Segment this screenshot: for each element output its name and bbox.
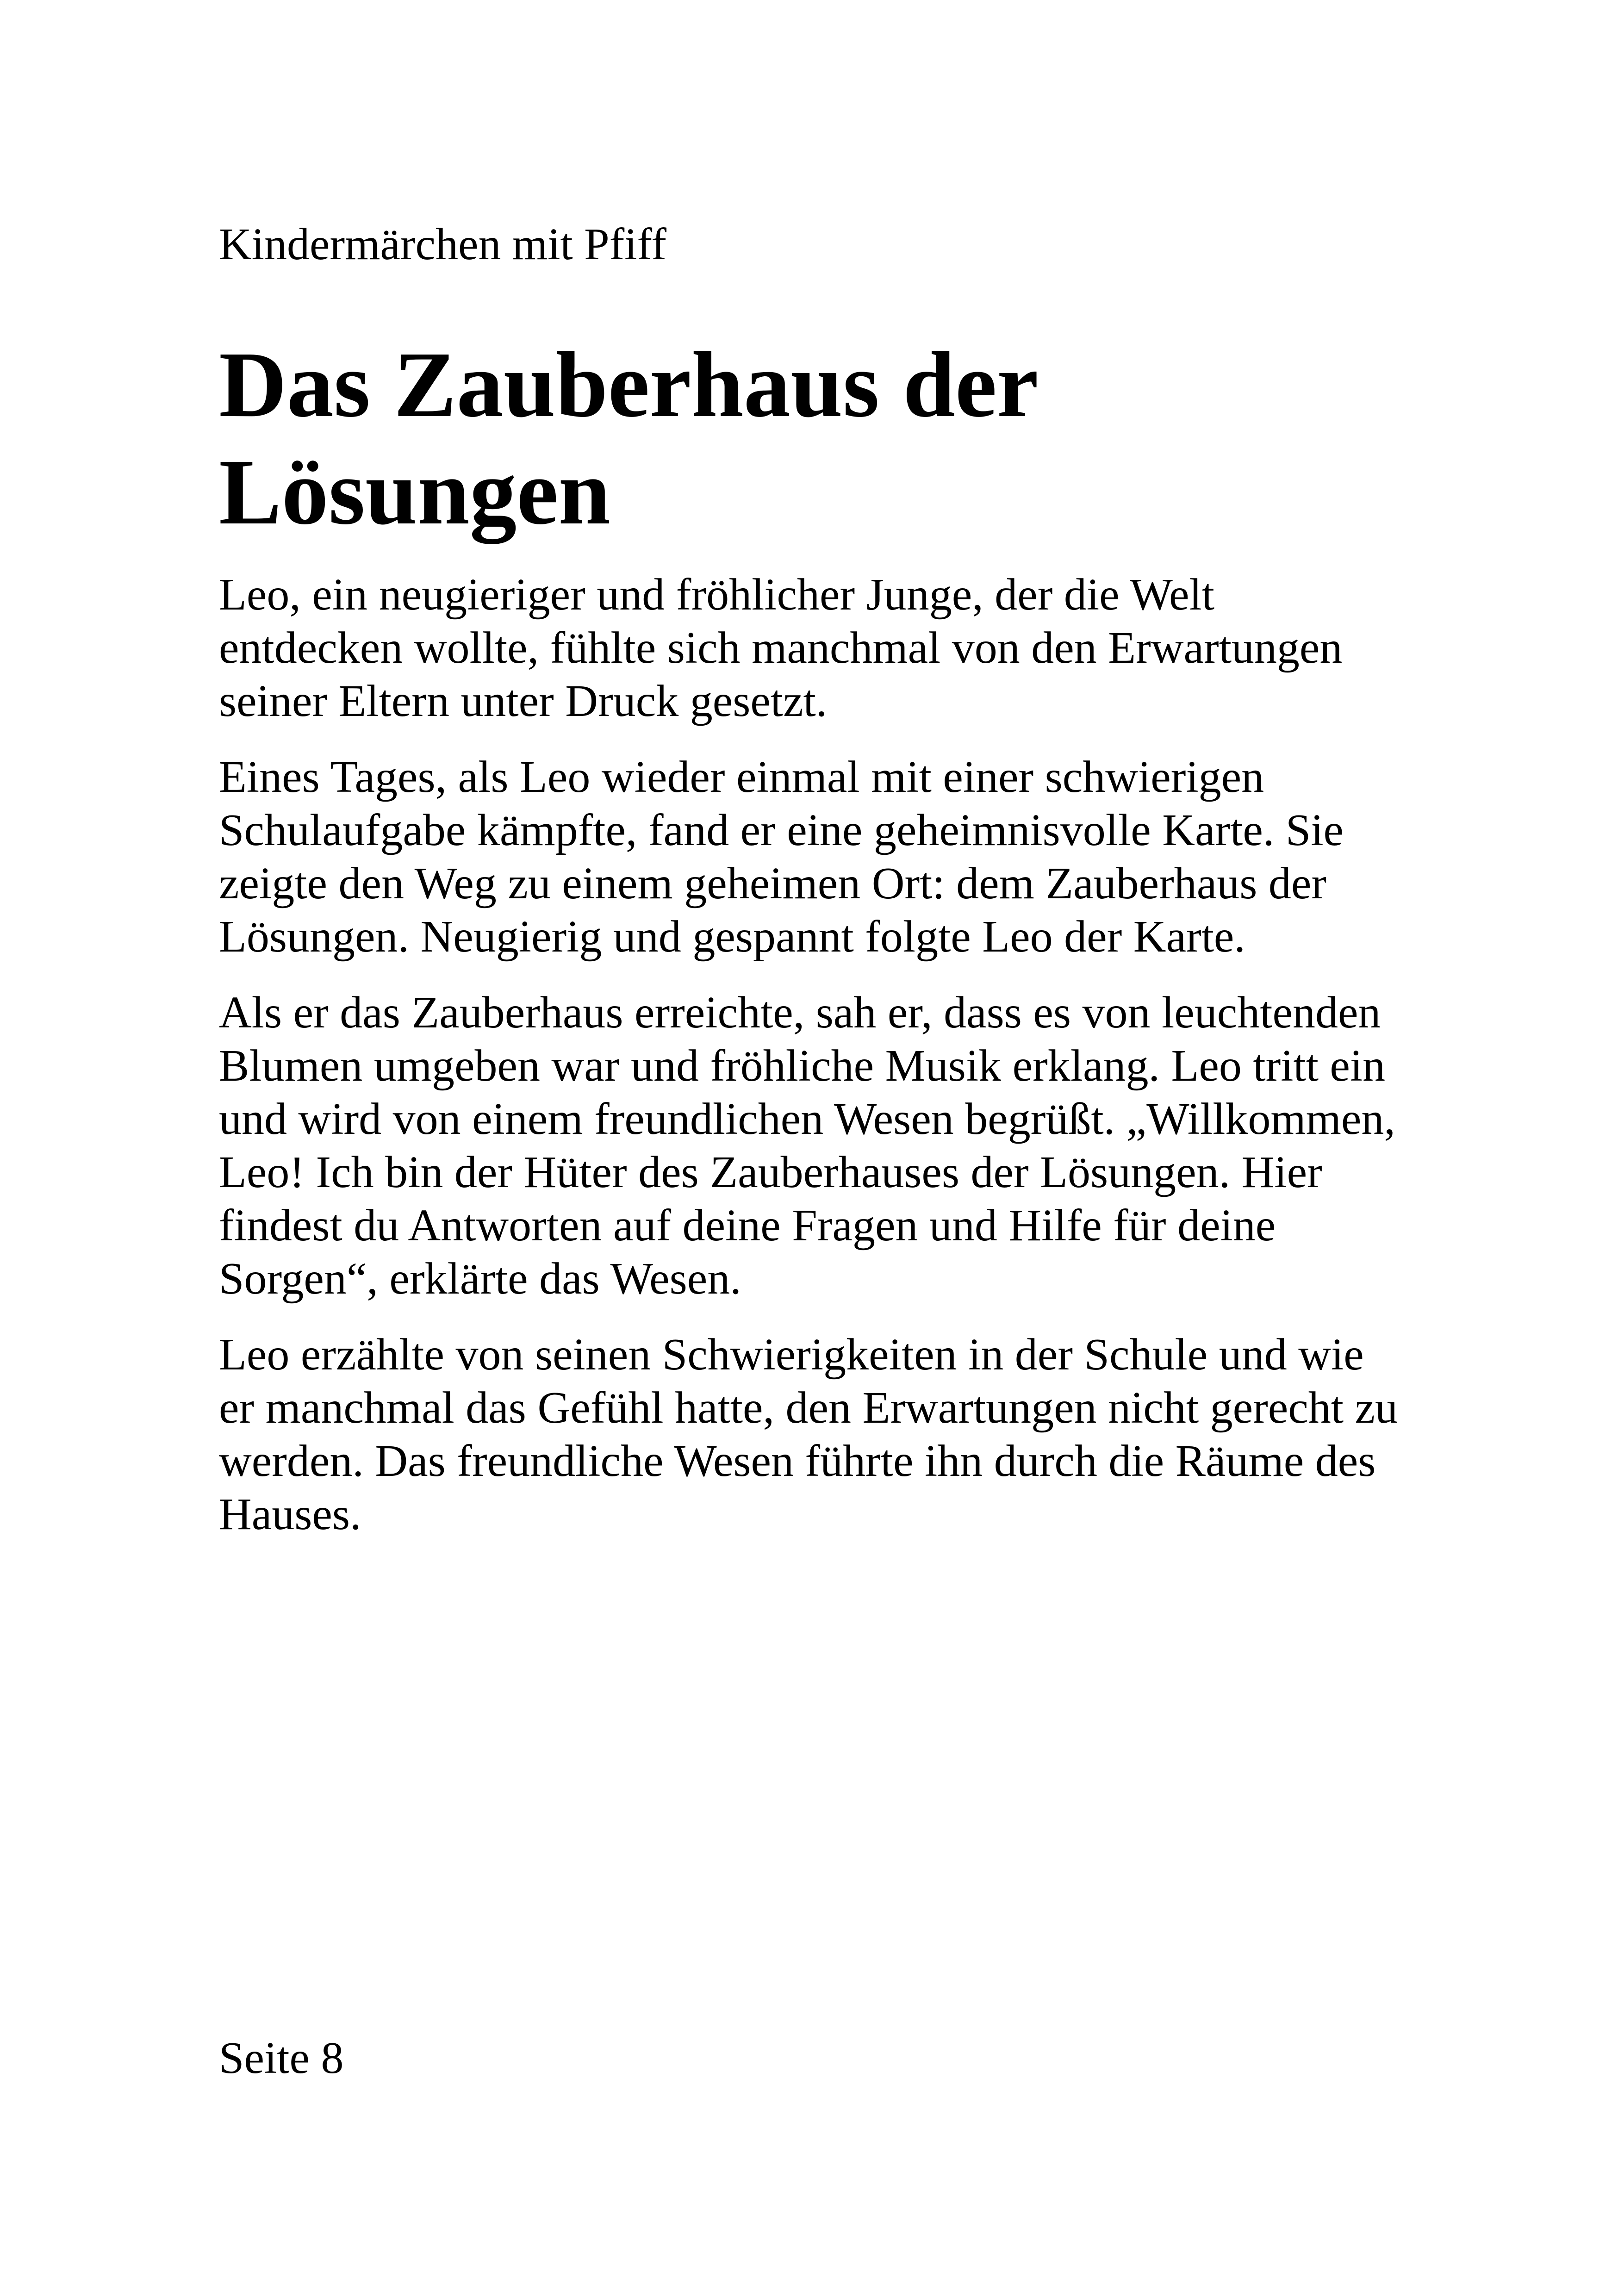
paragraph-1: Leo, ein neugieriger und fröhlicher Junge, der die Welt entdecken wollte, fühlte sich manchmal von den Erwartungen seiner Eltern unter Druck gesetzt. bbox=[219, 570, 1343, 726]
chapter-title-line-1: Das Zauberhaus der bbox=[219, 332, 1039, 436]
page-number: Seite 8 bbox=[219, 2033, 344, 2083]
body-text bbox=[219, 568, 1404, 1564]
paragraph-2: Eines Tages, als Leo wieder einmal mit einer schwierigen Schulaufgabe kämpfte, fand er eine geheimnisvolle Karte. Sie zeigte den Weg zu einem geheimen Ort: dem Zauberhaus der Lösungen. Neugierig und gespannt folgte Leo der Karte. bbox=[219, 752, 1344, 962]
chapter-title-line-2: Lösungen bbox=[219, 440, 611, 544]
running-header: Kindermärchen mit Pfiff bbox=[219, 219, 667, 269]
paragraph-4: Leo erzählte von seinen Schwierigkeiten in der Schule und wie er manchmal das Gefühl hatte, den Erwartungen nicht gerecht zu werden. Das freundliche Wesen führte ihn durch die Räume des Hauses. bbox=[219, 1330, 1398, 1539]
chapter-title bbox=[219, 331, 1404, 546]
paragraph-3: Als er das Zauberhaus erreichte, sah er, dass es von leuchtenden Blumen umgeben war und fröhliche Musik erklang. Leo tritt ein und wird von einem freundlichen Wesen begrüßt. „Willkommen, Leo! Ich bin der Hüter des Zauberhauses der Lösungen. Hier findest du Antworten auf deine Fragen und Hilfe für deine Sorgen“, erklärte das Wesen. bbox=[219, 988, 1395, 1304]
